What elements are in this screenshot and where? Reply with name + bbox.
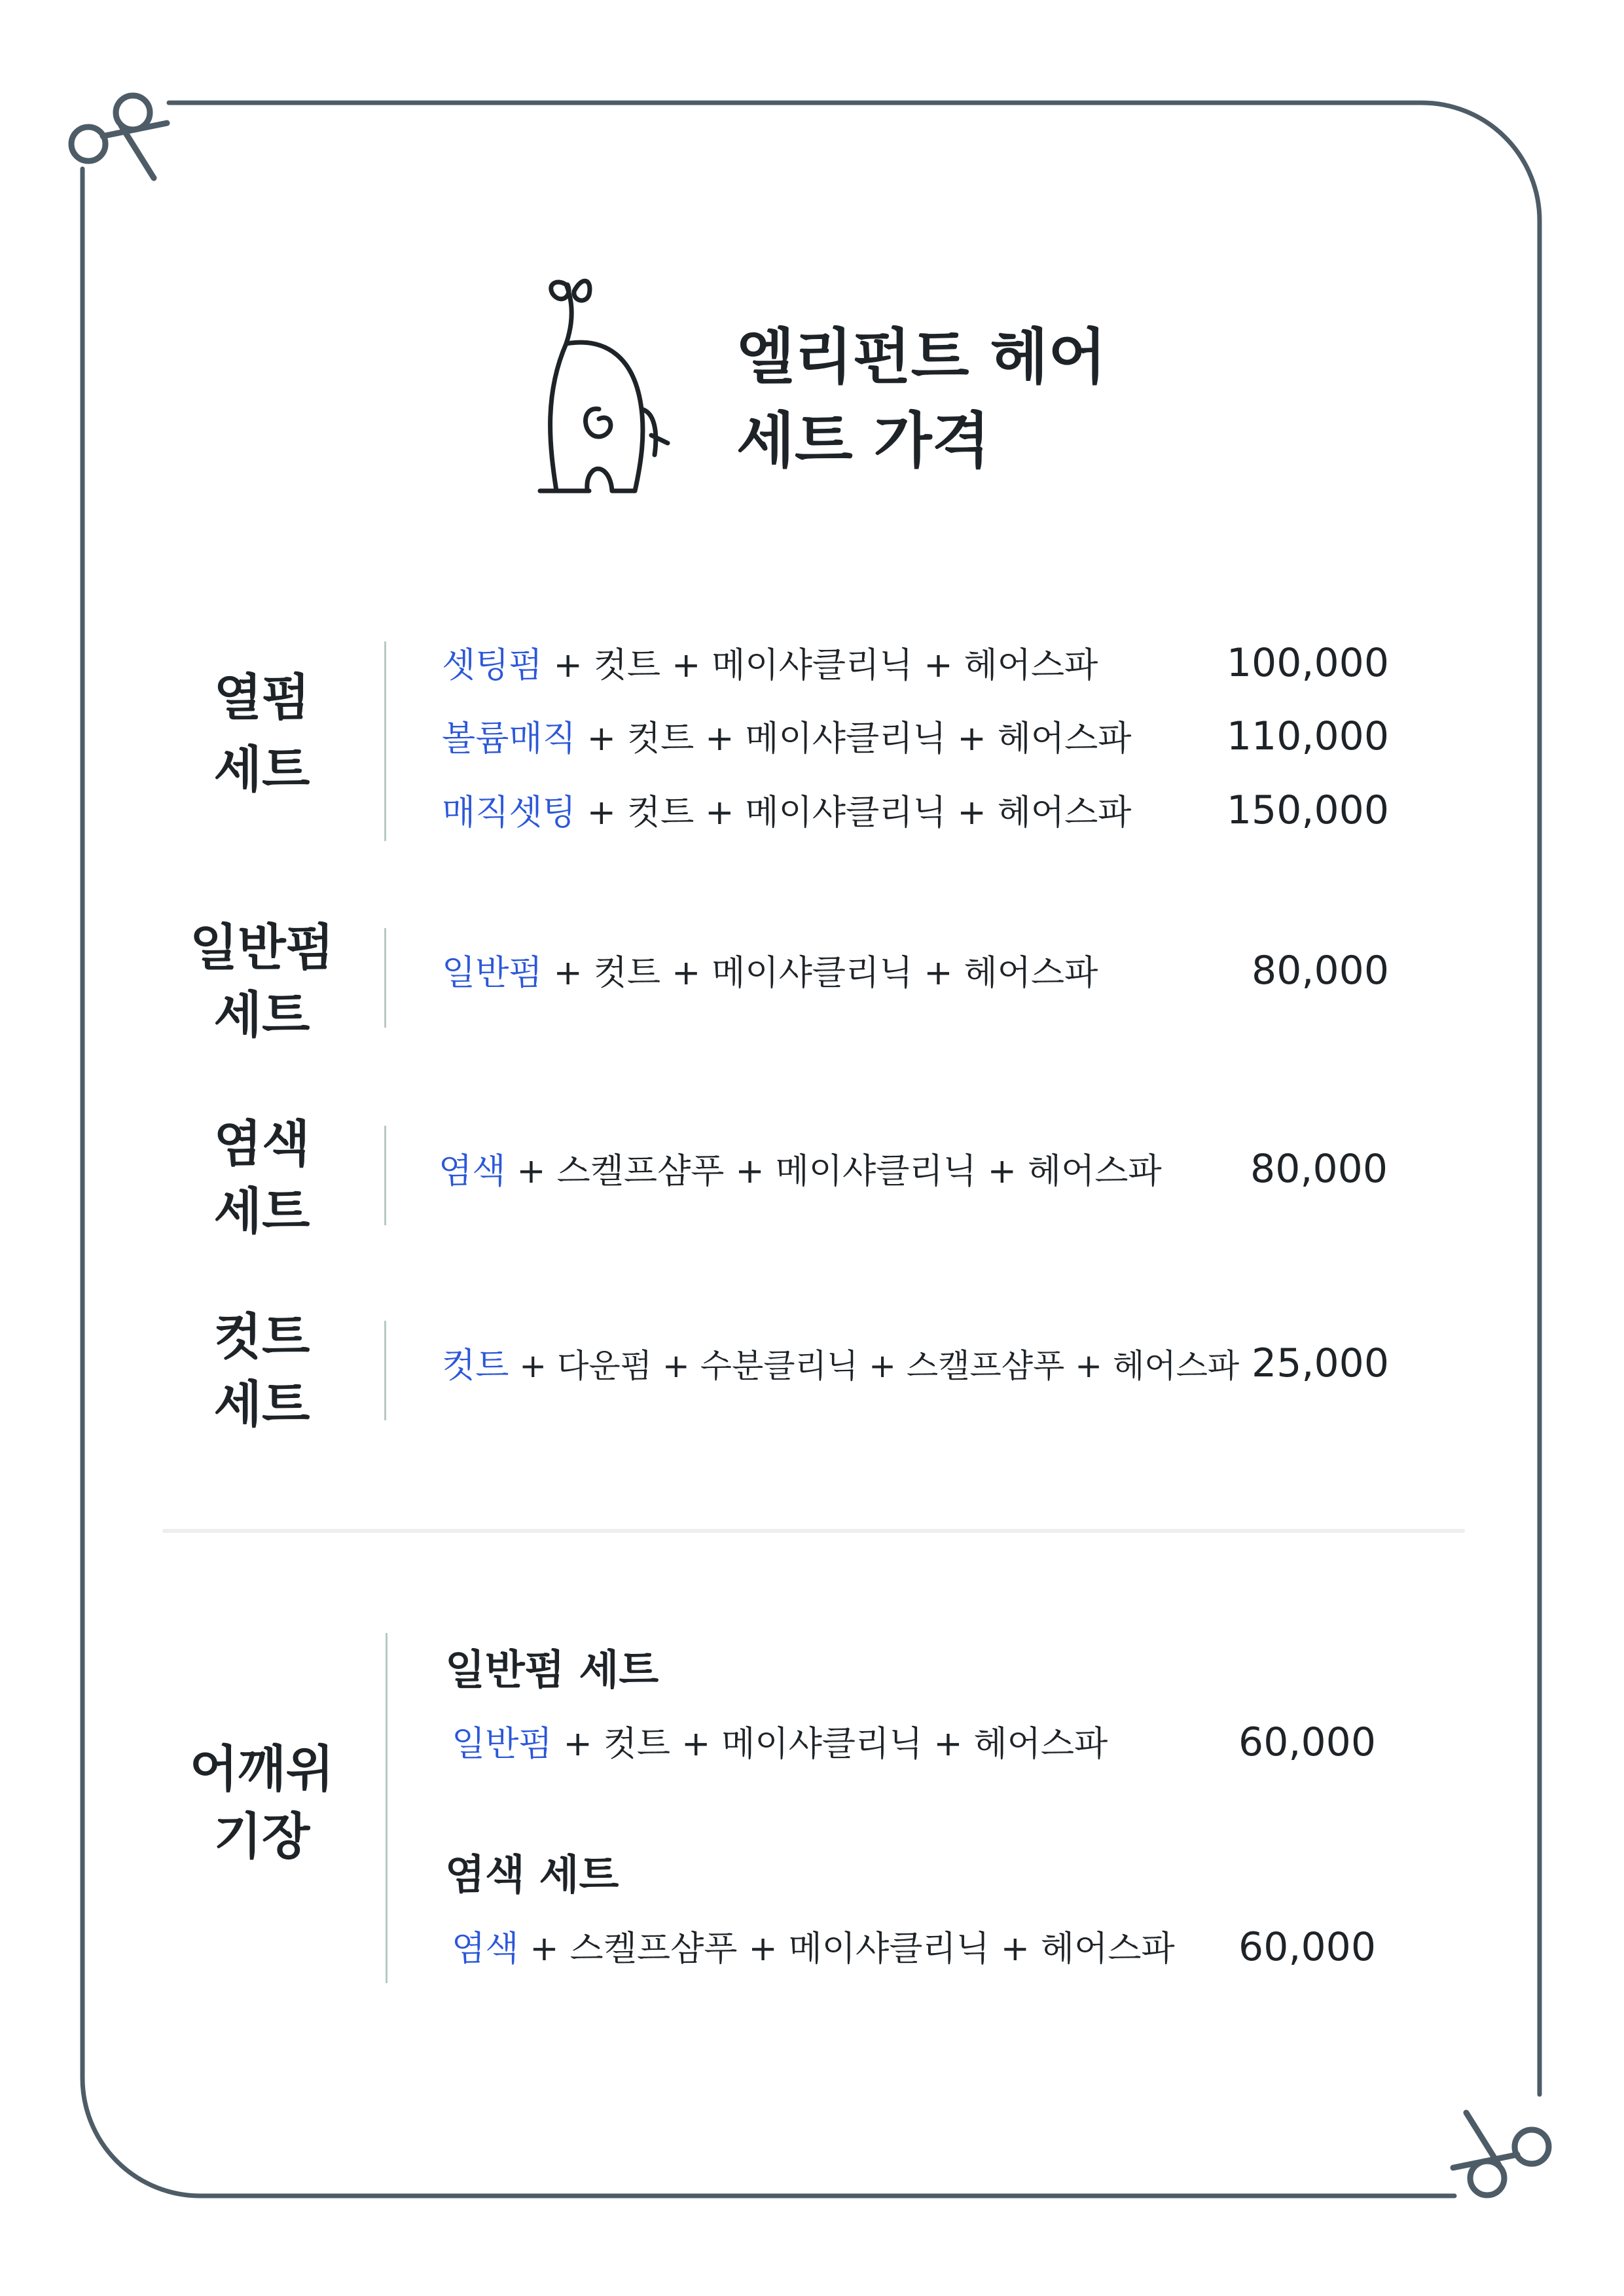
- item-price: 150,000: [1226, 787, 1389, 833]
- item-rest: + 컷트 + 메이샤클리닉 + 헤어스파: [575, 719, 1132, 759]
- menu-item: [442, 793, 1132, 833]
- item-price: 80,000: [1250, 1146, 1388, 1192]
- category-label: 기장: [213, 1807, 310, 1865]
- item-rest: + 컷트 + 메이샤클리닉 + 헤어스파: [542, 953, 1098, 993]
- item-highlight: 셋팅펌: [442, 645, 543, 685]
- item-highlight: 매직셋팅: [442, 793, 576, 833]
- horizontal-divider: [162, 1529, 1465, 1533]
- category-label: 세트: [213, 740, 310, 798]
- category-label: 세트: [213, 1375, 310, 1433]
- item-highlight: 염색: [452, 1929, 519, 1969]
- item-highlight: 볼륨매직: [442, 719, 576, 759]
- category-label: 세트: [213, 1182, 310, 1240]
- menu-item: [452, 1724, 1108, 1764]
- section-divider: [384, 641, 386, 841]
- item-price: 60,000: [1238, 1924, 1376, 1970]
- item-rest: + 컷트 + 메이샤클리닉 + 헤어스파: [552, 1724, 1108, 1764]
- page-title-line2: 세트 가격: [736, 406, 990, 476]
- menu-item: [442, 719, 1132, 759]
- menu-item: [442, 953, 1098, 993]
- section-divider: [384, 1126, 386, 1225]
- category-label: 어깨위: [189, 1740, 334, 1798]
- item-highlight: 일반펌: [452, 1724, 552, 1764]
- item-rest: + 스켈프샴푸 + 메이샤클리닉 + 헤어스파: [518, 1929, 1175, 1969]
- item-price: 25,000: [1252, 1340, 1389, 1386]
- menu-item: [442, 645, 1098, 685]
- category-label: 컷트: [213, 1308, 310, 1366]
- item-price: 60,000: [1238, 1719, 1376, 1765]
- item-rest: + 컷트 + 메이샤클리닉 + 헤어스파: [542, 645, 1098, 685]
- elephant-logo: [527, 265, 691, 501]
- menu-item: [452, 1929, 1175, 1969]
- category-label: 열펌: [213, 668, 310, 726]
- item-price: 100,000: [1226, 640, 1389, 686]
- category-label: 세트: [213, 986, 310, 1044]
- item-price: 80,000: [1252, 948, 1389, 994]
- menu-item: [442, 1346, 1240, 1386]
- frame-border: [169, 103, 1540, 2094]
- item-rest: + 스켈프샴푸 + 메이샤클리닉 + 헤어스파: [505, 1151, 1162, 1191]
- section-divider: [384, 1321, 386, 1420]
- item-rest: + 컷트 + 메이샤클리닉 + 헤어스파: [575, 793, 1132, 833]
- section-divider: [386, 1633, 388, 1983]
- subsection-title: 일반펌 세트: [445, 1646, 659, 1694]
- category-label: 염색: [213, 1115, 310, 1173]
- subsection-title: 염색 세트: [445, 1851, 619, 1899]
- item-highlight: 일반펌: [442, 953, 543, 993]
- category-label: 일반펌: [189, 918, 334, 977]
- section-divider: [384, 928, 386, 1028]
- item-highlight: 컷트: [442, 1346, 509, 1386]
- item-rest: + 다운펌 + 수분클리닉 + 스캘프샴푸 + 헤어스파: [509, 1347, 1240, 1385]
- scissors-icon: [1453, 2113, 1549, 2195]
- item-highlight: 염색: [439, 1151, 506, 1191]
- page-title-line1: 엘리펀트 헤어: [736, 322, 1107, 392]
- menu-item: [439, 1151, 1162, 1191]
- item-price: 110,000: [1226, 713, 1389, 759]
- scissors-icon: [71, 96, 167, 178]
